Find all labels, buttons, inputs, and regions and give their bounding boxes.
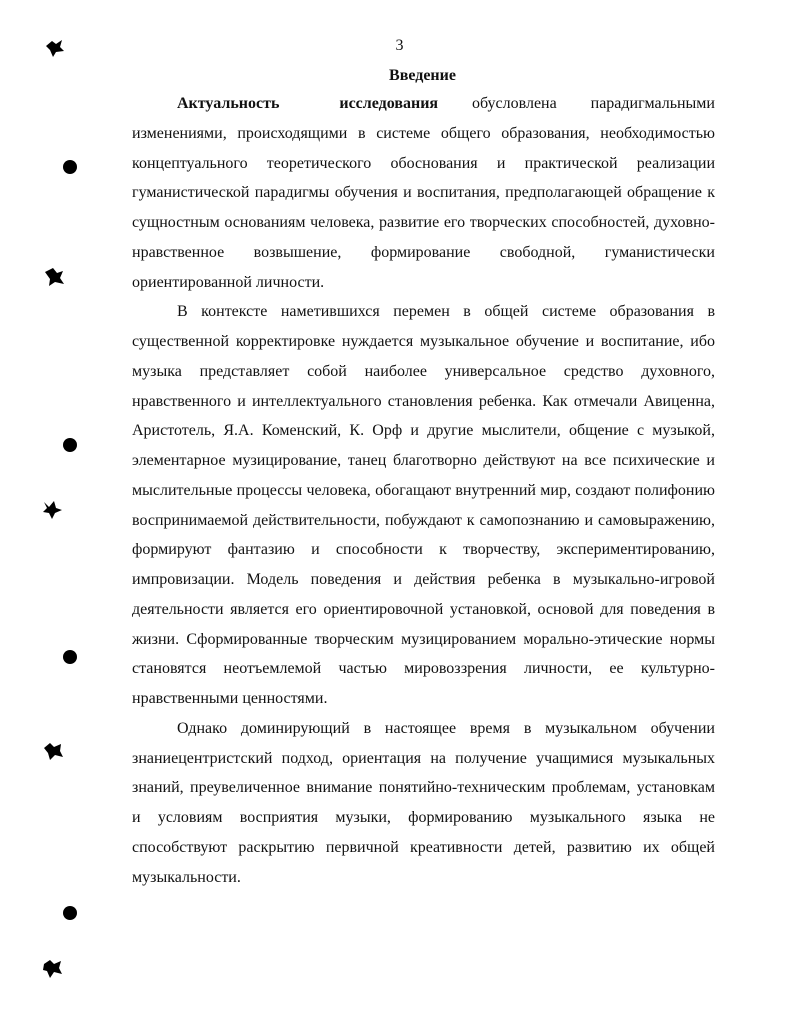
binding-hole-icon [63, 906, 77, 920]
ink-blot-icon [41, 498, 63, 520]
ink-blot-icon [43, 38, 65, 58]
ink-blot-icon [42, 740, 64, 762]
binding-hole-icon [63, 160, 77, 174]
paragraph-3 [132, 714, 715, 893]
document-body [132, 89, 715, 892]
lead-phrase: Актуальность исследования [177, 95, 439, 112]
binding-hole-icon [63, 438, 77, 452]
paragraph-1-text: обусловлена парадигмальными изменениями, происходящими в системе общего образования, необходимостью концептуального теоретического обоснования и практической реализации гуманистической парадигмы обучения и воспитания, предполагающей обращение к сущностным основаниям человека, развитие его творческих способностей, духовно-нравственное возвышение, формирование свободной, гуманистически ориентированной личности. [132, 95, 715, 291]
paragraph-3-text: Однако доминирующий в настоящее время в музыкальном обучении знаниецентристский подход, ориентация на получение учащимися музыкальных знаний, преувеличенное внимание понятийно-техническим проблемам, установкам и условиям восприятия музыки, формированию музыкального языка не способствуют раскрытию первичной креативности детей, развитию их общей музыкальности. [132, 719, 715, 886]
section-heading: Введение [389, 67, 456, 84]
paragraph-2-text: В контексте наметившихся перемен в общей системе образования в существенной корректировке нуждается музыкальное обучение и воспитание, ибо музыка представляет собой наиболее универсальное средство духовного, нравственного и интеллектуального становления ребенка. Как отмечали Авиценна, Аристотель, Я.А. Коменский, К. Орф и другие мыслители, общение с музыкой, элементарное музицирование, танец благотворно действуют на все психические и мыслительные процессы человека, обогащают внутренний мир, создают полифонию воспринимаемой действительности, побуждают к самопознанию и самовыражению, формируют фантазию и способности к творчеству, экспериментированию, импровизации. Модель поведения и действия ребенка в музыкально-игровой деятельности является его ориентировочной установкой, основой для поведения в жизни. Сформированные творческим музицированием морально-этические нормы становятся неотъемлемой частью мировоззрения личности, ее культурно-нравственными ценностями. [132, 303, 715, 707]
page-number: 3 [395, 37, 404, 54]
ink-blot-icon [41, 958, 63, 980]
binding-hole-icon [63, 650, 77, 664]
paragraph-1 [132, 89, 715, 297]
paragraph-2 [132, 297, 715, 714]
ink-blot-icon [43, 266, 65, 288]
